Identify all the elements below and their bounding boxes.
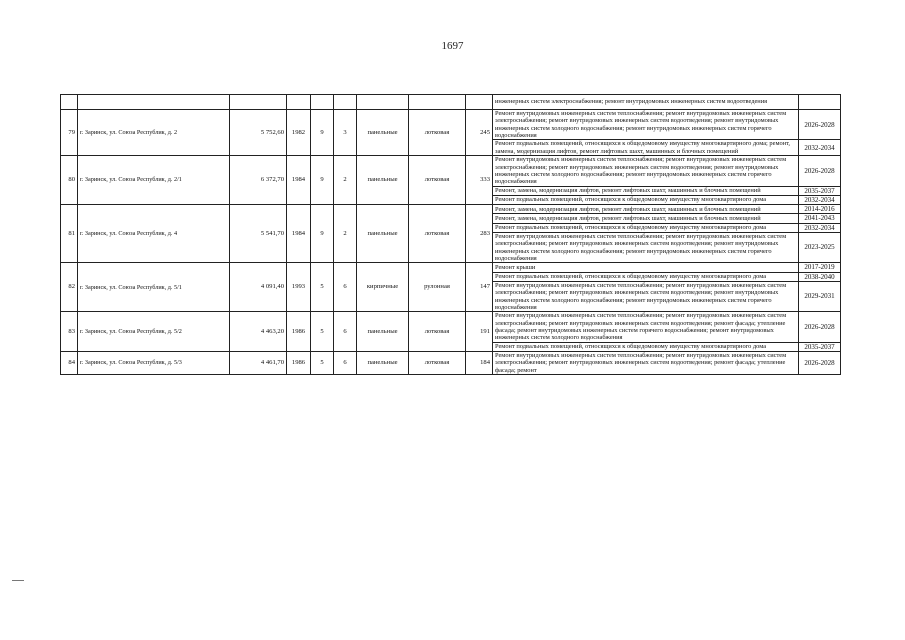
address-cell: г. Заринск, ул. Союза Республик, д. 4	[78, 205, 230, 263]
area-cell: 4 091,40	[230, 263, 287, 312]
empty-cell	[61, 95, 78, 110]
repair-period-cell: 2014-2016	[799, 205, 841, 214]
repair-period-cell: 2026-2028	[799, 156, 841, 186]
floors-cell: 9	[311, 110, 334, 156]
area-cell: 6 372,70	[230, 156, 287, 205]
work-description-cell: Ремонт подвальных помещений, относящихся к общедомовому имуществу многоквартирного дома; ремонт, замена, модернизация лифтов, ремонт лифтовых шахт, машинных и блочных помещений	[493, 140, 799, 156]
repair-period-cell: 2035-2037	[799, 342, 841, 351]
repair-schedule-table	[60, 94, 841, 375]
continuation-row	[61, 95, 841, 110]
table-row	[61, 205, 841, 214]
work-description-cell: Ремонт подвальных помещений, относящихся к общедомовому имуществу многоквартирного дома	[493, 342, 799, 351]
empty-cell	[334, 95, 357, 110]
entrances-cell: 6	[334, 351, 357, 374]
empty-cell	[357, 95, 409, 110]
scan-artifact	[12, 580, 24, 581]
work-description-cell: Ремонт внутридомовых инженерных систем теплоснабжения; ремонт внутридомовых инженерных систем электроснабжения; ремонт внутридомовых инженерных систем водоотведения; ремонт фасада; утепление фасада; ремонт внутридомовых инженерных систем горячего водоснабжения; ремонт внутридомовых инженерных систем холодного водоснабжения	[493, 312, 799, 342]
repair-period-cell: 2038-2040	[799, 272, 841, 281]
empty-cell	[466, 95, 493, 110]
residents-cell: 333	[466, 156, 493, 205]
year-cell: 1984	[287, 156, 311, 205]
work-description-cell: Ремонт, замена, модернизация лифтов, ремонт лифтовых шахт, машинных и блочных помещений	[493, 186, 799, 195]
year-cell: 1984	[287, 205, 311, 263]
wall-material-cell: панельные	[357, 110, 409, 156]
work-description-cell: Ремонт, замена, модернизация лифтов, ремонт лифтовых шахт, машинных и блочных помещений	[493, 205, 799, 214]
address-cell: г. Заринск, ул. Союза Республик, д. 2/1	[78, 156, 230, 205]
floors-cell: 5	[311, 351, 334, 374]
roof-type-cell: лотковая	[409, 156, 466, 205]
repair-period-cell: 2026-2028	[799, 351, 841, 374]
entrances-cell: 6	[334, 263, 357, 312]
work-description-cell: Ремонт внутридомовых инженерных систем теплоснабжения; ремонт внутридомовых инженерных систем электроснабжения; ремонт внутридомовых инженерных систем водоотведения; ремонт внутридомовых инженерных систем холодного водоснабжения; ремонт внутридомовых инженерных систем горячего водоснабжения	[493, 232, 799, 262]
empty-cell	[409, 95, 466, 110]
row-number: 79	[61, 110, 78, 156]
page-number: 1697	[441, 40, 464, 52]
repair-period-cell: 2041-2043	[799, 214, 841, 223]
repair-period-cell: 2032-2034	[799, 195, 841, 204]
empty-cell	[287, 95, 311, 110]
repair-period-cell: 2026-2028	[799, 312, 841, 342]
row-number: 84	[61, 351, 78, 374]
address-cell: г. Заринск, ул. Союза Республик, д. 5/2	[78, 312, 230, 352]
table-row	[61, 263, 841, 272]
address-cell: г. Заринск, ул. Союза Республик, д. 5/3	[78, 351, 230, 374]
residents-cell: 283	[466, 205, 493, 263]
row-number: 80	[61, 156, 78, 205]
residents-cell: 245	[466, 110, 493, 156]
repair-period-cell: 2032-2034	[799, 140, 841, 156]
area-cell: 4 463,20	[230, 312, 287, 352]
residents-cell: 191	[466, 312, 493, 352]
floors-cell: 9	[311, 156, 334, 205]
work-description-cell: Ремонт подвальных помещений, относящихся к общедомовому имуществу многоквартирного дома	[493, 223, 799, 232]
empty-cell	[230, 95, 287, 110]
roof-type-cell: рулонная	[409, 263, 466, 312]
roof-type-cell: лотковая	[409, 351, 466, 374]
residents-cell: 184	[466, 351, 493, 374]
repair-period-cell: 2032-2034	[799, 223, 841, 232]
work-description-cell: Ремонт, замена, модернизация лифтов, ремонт лифтовых шахт, машинных и блочных помещений	[493, 214, 799, 223]
roof-type-cell: лотковая	[409, 205, 466, 263]
year-cell: 1982	[287, 110, 311, 156]
work-description-cell: Ремонт внутридомовых инженерных систем теплоснабжения; ремонт внутридомовых инженерных систем электроснабжения; ремонт внутридомовых инженерных систем водоотведения; ремонт внутридомовых инженерных систем холодного водоснабжения; ремонт внутридомовых инженерных систем горячего водоснабжения	[493, 110, 799, 140]
row-number: 83	[61, 312, 78, 352]
table-row	[61, 312, 841, 342]
repair-period-cell: 2023-2025	[799, 232, 841, 262]
work-description-cell: Ремонт внутридомовых инженерных систем теплоснабжения; ремонт внутридомовых инженерных систем электроснабжения; ремонт внутридомовых инженерных систем водоотведения; ремонт внутридомовых инженерных систем холодного водоснабжения; ремонт внутридомовых инженерных систем горячего водоснабжения	[493, 281, 799, 311]
address-cell: г. Заринск, ул. Союза Республик, д. 5/1	[78, 263, 230, 312]
year-cell: 1986	[287, 351, 311, 374]
address-cell: г. Заринск, ул. Союза Республик, д. 2	[78, 110, 230, 156]
wall-material-cell: кирпичные	[357, 263, 409, 312]
work-description-cell: инженерных систем электроснабжения; ремонт внутридомовых инженерных систем водоотведения	[493, 95, 799, 110]
table-row	[61, 110, 841, 140]
wall-material-cell: панельные	[357, 205, 409, 263]
row-number: 81	[61, 205, 78, 263]
roof-type-cell: лотковая	[409, 110, 466, 156]
table-row	[61, 351, 841, 374]
wall-material-cell: панельные	[357, 351, 409, 374]
empty-cell	[311, 95, 334, 110]
work-description-cell: Ремонт подвальных помещений, относящихся к общедомовому имуществу многоквартирного дома	[493, 272, 799, 281]
residents-cell: 147	[466, 263, 493, 312]
entrances-cell: 2	[334, 205, 357, 263]
roof-type-cell: лотковая	[409, 312, 466, 352]
wall-material-cell: панельные	[357, 312, 409, 352]
wall-material-cell: панельные	[357, 156, 409, 205]
row-number: 82	[61, 263, 78, 312]
floors-cell: 5	[311, 312, 334, 352]
area-cell: 5 541,70	[230, 205, 287, 263]
repair-period-cell: 2029-2031	[799, 281, 841, 311]
work-description-cell: Ремонт подвальных помещений, относящихся к общедомовому имуществу многоквартирного дома	[493, 195, 799, 204]
floors-cell: 9	[311, 205, 334, 263]
entrances-cell: 6	[334, 312, 357, 352]
repair-period-cell: 2017-2019	[799, 263, 841, 272]
empty-cell	[799, 95, 841, 110]
entrances-cell: 3	[334, 110, 357, 156]
entrances-cell: 2	[334, 156, 357, 205]
repair-period-cell: 2035-2037	[799, 186, 841, 195]
area-cell: 4 461,70	[230, 351, 287, 374]
year-cell: 1986	[287, 312, 311, 352]
work-description-cell: Ремонт крыши	[493, 263, 799, 272]
work-description-cell: Ремонт внутридомовых инженерных систем теплоснабжения; ремонт внутридомовых инженерных систем электроснабжения; ремонт внутридомовых инженерных систем водоотведения; ремонт внутридомовых инженерных систем холодного водоснабжения; ремонт внутридомовых инженерных систем горячего водоснабжения	[493, 156, 799, 186]
work-description-cell: Ремонт внутридомовых инженерных систем теплоснабжения; ремонт внутридомовых инженерных систем электроснабжения; ремонт внутридомовых инженерных систем водоотведения; ремонт фасада; утепление фасада; ремонт	[493, 351, 799, 374]
table-row	[61, 156, 841, 186]
repair-period-cell: 2026-2028	[799, 110, 841, 140]
empty-cell	[78, 95, 230, 110]
year-cell: 1993	[287, 263, 311, 312]
floors-cell: 5	[311, 263, 334, 312]
area-cell: 5 752,60	[230, 110, 287, 156]
